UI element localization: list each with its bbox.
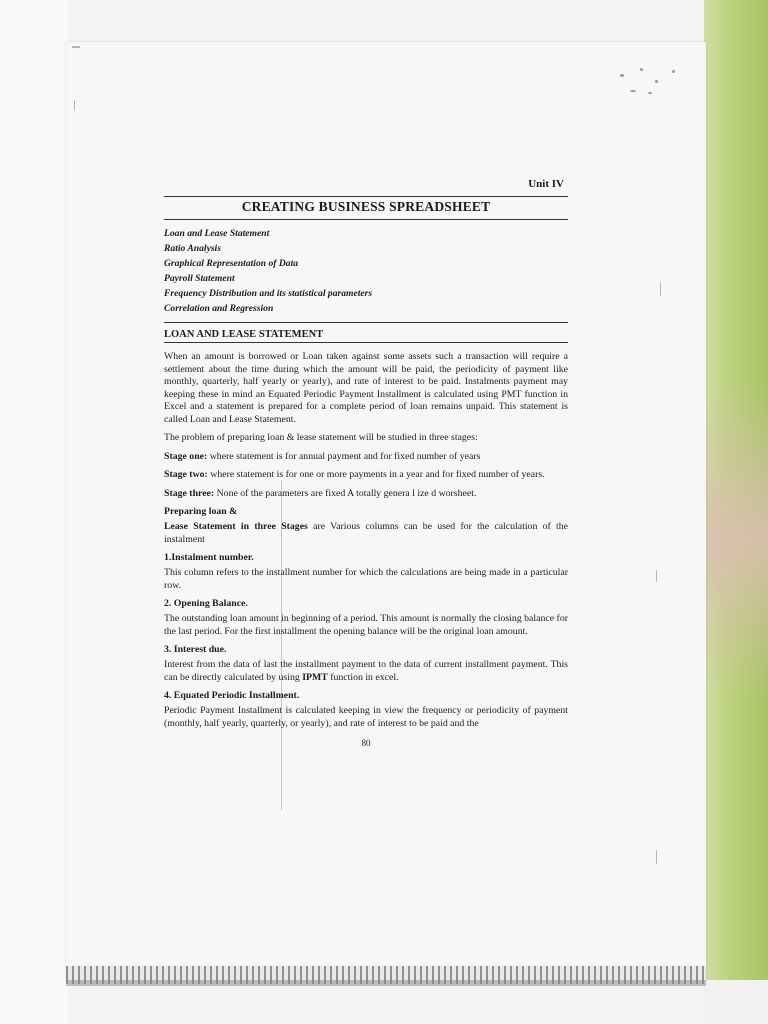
scan-speck	[648, 92, 652, 94]
lease-text: are Various columns can be used for the calculation of the instalment	[164, 521, 568, 545]
header-row	[164, 170, 568, 196]
lease-label: Lease Statement in three Stages	[164, 521, 308, 532]
unit-label: Unit IV	[528, 178, 564, 190]
preparing-heading: Preparing loan &	[164, 506, 238, 517]
scan-background	[0, 0, 68, 1024]
title-rule-top	[164, 196, 568, 197]
topics-list	[164, 226, 568, 316]
item-text: This column refers to the installment number for which the calculations are being made in a particular row.	[164, 567, 568, 591]
section-rule-bottom	[164, 342, 568, 343]
stage-three-text: None of the parameters are fixed A totally genera l ize d worsheet.	[214, 487, 477, 499]
background-tint	[704, 380, 768, 700]
stage-two	[164, 469, 568, 482]
item-heading: 2. Opening Balance.	[164, 598, 248, 609]
background-strip	[704, 980, 768, 1024]
item-text-part: function in excel.	[327, 671, 399, 683]
scan-speck	[655, 80, 658, 83]
section-heading: LOAN AND LEASE STATEMENT	[164, 329, 324, 340]
section-rule-top	[164, 322, 568, 323]
stage-three-label: Stage three:	[164, 487, 215, 499]
scan-mark	[74, 100, 75, 110]
lease-paragraph	[164, 521, 568, 546]
topic-item: Loan and Lease Statement	[164, 228, 270, 239]
stages-intro: The problem of preparing loan & lease statement will be studied in three stages:	[164, 432, 478, 443]
stage-two-text: where statement is for one or more payments in a year and for fixed number of years.	[207, 469, 545, 480]
stage-one-label: Stage one:	[164, 450, 208, 462]
topic-item: Frequency Distribution and its statistical parameters	[164, 288, 373, 299]
item-heading: 4. Equated Periodic Installment.	[164, 690, 300, 701]
scan-speck	[640, 68, 643, 71]
scan-mark	[660, 282, 661, 296]
topic-item: Ratio Analysis	[164, 243, 221, 254]
item-text: Periodic Payment Installment is calculated keeping in view the frequency or periodicity of payment (monthly, half yearly, quarterly, or yearly), and rate of interest to be paid and the	[164, 705, 568, 729]
title-rule-bottom	[164, 219, 568, 220]
scan-mark	[72, 46, 80, 48]
item-text-part: Interest from the data of last the installment payment to the data of current installment payment. This can be directly calculated by using	[164, 659, 568, 683]
page-bottom-shadow	[66, 980, 706, 986]
intro-paragraph: When an amount is borrowed or Loan taken against some assets such a transaction will require a settlement about the time during which the amount will be paid, the periodicity of payment like monthly, quarterly, half yearly or yearly), and rate of interest to be paid. Instalments payment may keeping these in mind an Equated Periodic Payment Installment is calculated using PMT function in Excel and a statement is prepared for a complete period of loan remains unpaid. This statement is called Loan and Lease Statement.	[164, 351, 568, 425]
page-title: CREATING BUSINESS SPREADSHEET	[241, 199, 491, 214]
page-content	[164, 170, 568, 748]
item-text: The outstanding loan amount in beginning of a period. This amount is normally the closing balance for the last period. For the first installment the opening balance will be the original loan amount.	[164, 613, 568, 637]
item-heading: 3. Interest due.	[164, 644, 227, 655]
page-number: 80	[361, 738, 371, 748]
scan-mark	[656, 850, 657, 864]
stage-two-label: Stage two:	[164, 469, 208, 480]
ipmt-keyword: IPMT	[302, 671, 328, 683]
stage-one	[164, 451, 568, 464]
stage-three	[164, 488, 568, 501]
scan-speck	[672, 70, 675, 73]
scan-mark	[656, 570, 657, 582]
item-text	[164, 659, 568, 684]
stage-one-text: where statement is for annual payment and for fixed number of years	[207, 450, 481, 462]
topic-item: Payroll Statement	[164, 273, 235, 284]
scan-speck	[620, 74, 624, 77]
topic-item: Correlation and Regression	[164, 303, 274, 314]
item-heading: 1.Instalment number.	[164, 552, 254, 563]
scan-speck	[630, 90, 636, 92]
topic-item: Graphical Representation of Data	[164, 258, 299, 269]
